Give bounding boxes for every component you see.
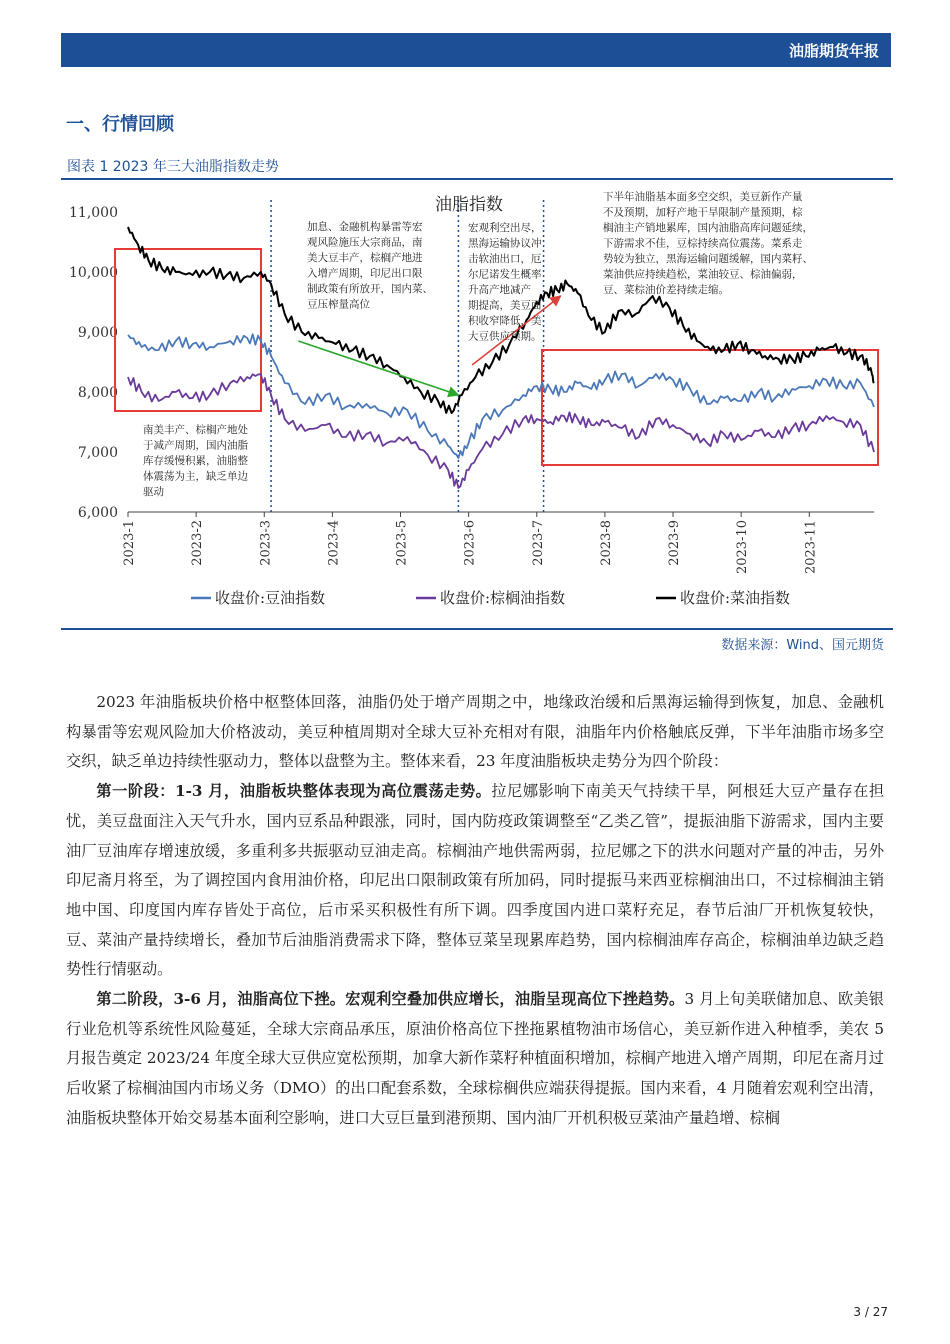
y-tick-label: 10,000 [69,265,118,281]
data-source: 数据来源：Wind、国元期货 [721,638,884,653]
body-text [66,688,884,1134]
annotation-line: 宏观利空出尽， [468,222,542,234]
page-number: 3 / 27 [853,1305,888,1319]
x-tick-label: 2023-5 [394,520,410,566]
y-tick-label: 8,000 [77,385,118,401]
annotation-line: 豆压榨量高位 [307,298,370,311]
x-tick-label: 2023-7 [530,520,546,566]
annotation-line: 榈油主产销地累库，国内油脂高库问题延续， [603,222,813,234]
annotation-line: 大豆供应预期。 [468,330,542,343]
annotation-line: 加息、金融机构暴雷等宏 [307,221,423,233]
x-tick-label: 2023-8 [598,520,614,566]
annotation-phase1 [143,423,248,498]
annotation-phase4 [603,190,813,296]
annotation-line: 不及预期，加籽产地干旱限制产量预期，棕 [603,206,803,219]
annotation-line: 入增产周期，印尼出口限 [307,267,423,280]
annotation-line: 升高产地减产 [468,284,531,296]
chart-title: 油脂指数 [435,195,503,215]
chart-legend [191,589,790,607]
annotation-line: 期提高，美豆面 [468,299,542,312]
annotation-line: 南美丰产、棕榈产地处 [143,424,248,436]
annotation-phase2 [307,220,433,311]
annotation-line: 势较为独立，黑海运输问题缓解，国内菜籽、 [603,253,813,265]
y-tick-label: 7,000 [77,445,118,461]
legend-label: 收盘价:棕榈油指数 [440,589,566,607]
y-tick-label: 11,000 [69,205,118,221]
y-tick-label: 6,000 [77,505,118,521]
section-title: 一、行情回顾 [66,114,174,135]
annotation-line: 体震荡为主，缺乏单边 [143,470,248,483]
figure-bottom-rule [61,628,893,630]
annotation-line: 菜油供应持续趋松，菜油较豆、棕油偏弱， [603,268,803,281]
annotation-line: 尔尼诺发生概率 [468,268,542,281]
paragraph-phase2: 第二阶段，3-6 月，油脂高位下挫。宏观利空叠加供应增长，油脂呈现高位下挫趋势。3 月上旬美联储加息、欧美银行业危机等系统性风险蔓延，全球大宗商品承压，原油价格高位下挫拖累植物油市场信心，美豆新作进入种植季，美农 5 月报告奠定 2023/24 年度全球大豆供应宽松预期，加拿大新作菜籽种植面积增加，棕榈产地进入增产周期，印尼在斋月过后收紧了棕榈油国内市场义务（DMO）的出口配套系数，全球棕榈供应端获得提振。国内来看，4 月随着宏观利空出清，油脂板块整体开始交易基本面利空影响，进口大豆巨量到港预期、国内油厂开机积极豆菜油产量趋增、棕榈 [66,990,884,1127]
oil-index-chart [61,180,893,628]
y-tick-label: 9,000 [77,325,118,341]
annotation-line: 下半年油脂基本面多空交织，美豆新作产量 [603,191,803,203]
annotation-line: 于减产周期，国内油脂 [143,439,248,452]
highlight-box-phase4 [542,350,878,465]
paragraph-intro: 2023 年油脂板块价格中枢整体回落，油脂仍处于增产周期之中，地缘政治缓和后黑海运输得到恢复，加息、金融机构暴雷等宏观风险加大价格波动，美豆种植周期对全球大豆补充相对有限，油脂年内价格触底反弹，下半年油脂市场多空交织，缺乏单边持续性驱动力，整体以盘整为主。整体来看，23 年度油脂板块走势分为四个阶段： [66,693,884,771]
trend-arrow [298,341,458,395]
x-tick-label: 2023-11 [803,520,819,575]
x-tick-label: 2023-1 [122,520,137,566]
chart-annotations [143,190,813,498]
annotation-line: 观风险施压大宗商品，南 [307,236,423,249]
x-tick-label: 2023-2 [190,520,206,566]
annotation-line: 美大豆丰产，棕榈产地进 [307,252,423,264]
annotation-line: 积收窄降低，美 [468,315,542,327]
annotation-phase3 [468,221,542,343]
figure-caption: 图表 1 2023 年三大油脂指数走势 [67,159,279,175]
x-tick-label: 2023-3 [258,520,274,566]
paragraph-phase1: 第一阶段：1-3 月，油脂板块整体表现为高位震荡走势。拉尼娜影响下南美天气持续干旱，阿根廷大豆产量存在担忧，美豆盘面注入天气升水，国内豆系品种跟涨，同时，国内防疫政策调整至“乙类乙管”，提振油脂下游需求，国内主要油厂豆油库存增速放缓，多重利多共振驱动豆油走高。棕榈油产地供需两弱，拉尼娜之下的洪水问题对产量的冲击，另外印尼斋月将至，为了调控国内食用油价格，印尼出口限制政策有所加码，同时提振马来西亚棕榈油出口，不过棕榈油主销地中国、印度国内库存皆处于高位，后市采买积极性有所下调。四季度国内进口菜籽充足，春节后油厂开机恢复较快，豆、菜油产量持续增长，叠加节后油脂消费需求下降，整体豆菜呈现累库趋势，国内棕榈油库存高企，棕榈油单边缺乏趋势性行情驱动。 [66,782,884,979]
x-tick-label: 2023-10 [735,520,751,575]
x-tick-label: 2023-4 [326,520,342,566]
annotation-line: 下游需求不佳，豆棕持续高位震荡。菜系走 [603,237,803,250]
annotation-line: 库存缓慢积累，油脂整 [143,455,248,467]
legend-label: 收盘价:豆油指数 [215,589,326,607]
x-tick-label: 2023-9 [667,520,683,566]
annotation-line: 驱动 [143,486,164,498]
annotation-line: 击软油出口，厄 [468,253,542,265]
report-title: 油脂期货年报 [788,42,879,60]
legend-label: 收盘价:菜油指数 [680,589,791,607]
annotation-line: 制政策有所放开，国内菜、 [307,283,433,295]
annotation-line: 豆、菜棕油价差持续走缩。 [603,284,729,296]
header-bar [61,33,891,67]
annotation-line: 黑海运输协议冲 [468,237,542,250]
x-tick-label: 2023-6 [462,520,478,566]
